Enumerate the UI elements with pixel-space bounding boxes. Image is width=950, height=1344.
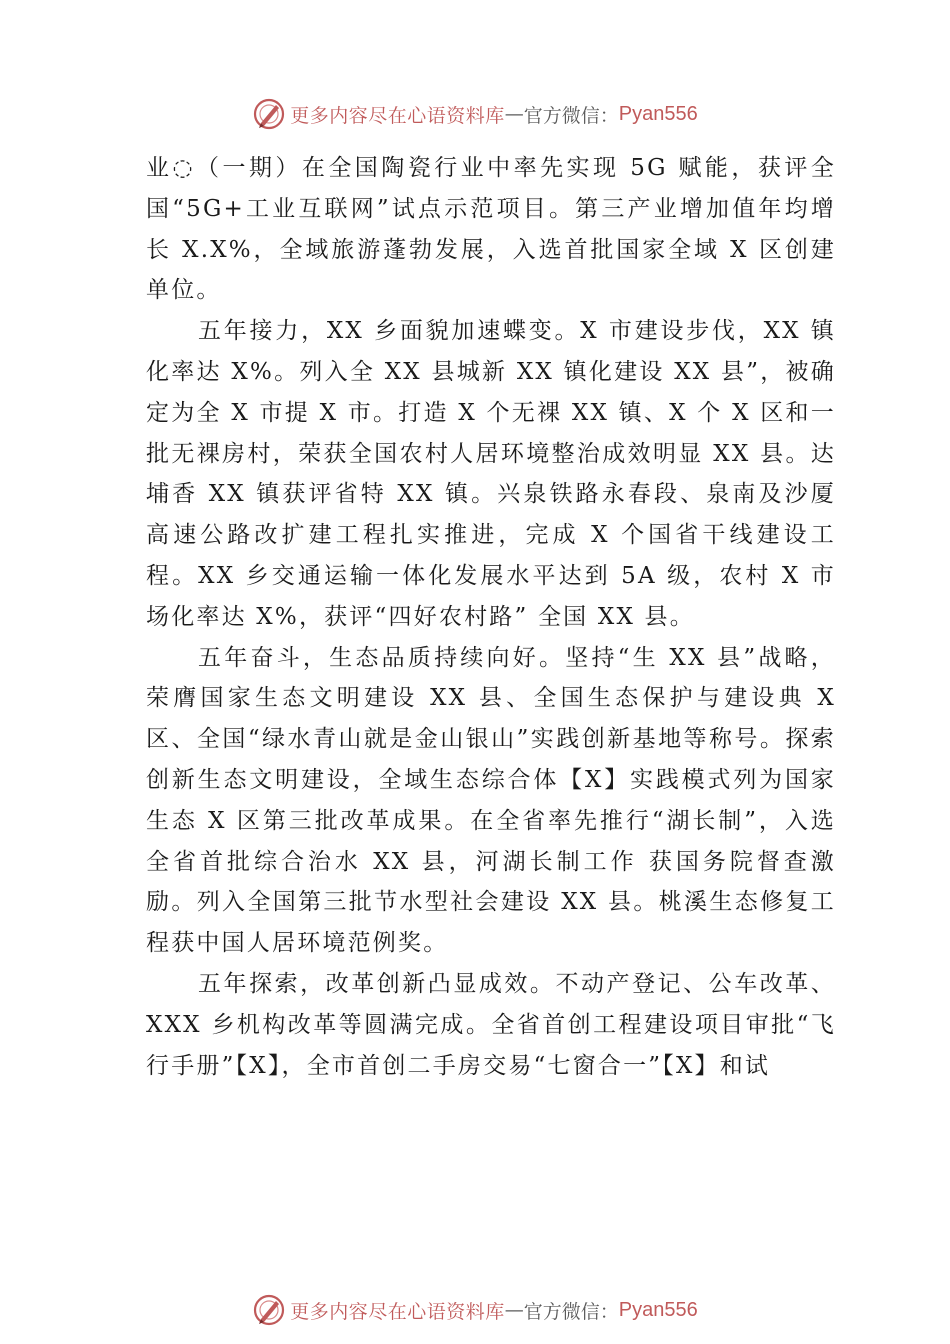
pen-logo-icon xyxy=(252,1293,286,1327)
paragraph-1: 业◌（一期）在全国陶瓷行业中率先实现 5G 赋能，获评全国“5G+工业互联网”试点示范项目。第三产业增加值年均增长 X.X%，全域旅游蓬勃发展，入选首批国家全域 X 区创建单位。 xyxy=(146,155,836,304)
footer-wechat-label: 官方微信： xyxy=(523,1300,619,1323)
footer-wechat-handle: Pyan556 xyxy=(618,1298,698,1321)
header-wechat-handle: Pyan556 xyxy=(618,102,698,125)
footer-brand-text: 更多内容尽在心语资料库 xyxy=(290,1300,505,1323)
header-brand-text: 更多内容尽在心语资料库 xyxy=(290,104,505,127)
header-dash: — xyxy=(504,103,524,125)
header-banner xyxy=(0,94,950,134)
footer-dash: — xyxy=(504,1299,524,1321)
paragraph-2: 五年接力，XX 乡面貌加速蝶变。X 市建设步伐，XX 镇化率达 X%。列入全 XX 县城新 XX 镇化建设 XX 县”，被确定为全 X 市提 X 市。打造 X 个无裸 XX 镇、X 个 X 区和一批无裸房村，荣获全国农村人居环境整治成效明显 XX 县。达埔香 XX 镇获评省特 XX 镇。兴泉铁路永春段、泉南及沙厦高速公路改扩建工程扎实推进，完成 X 个国省干线建设工程。XX 乡交通运输一体化发展水平达到 5A 级，农村 X 市场化率达 X%，获评“四好农村路” 全国 XX 县。 xyxy=(146,318,836,630)
pen-logo-icon xyxy=(252,97,286,131)
footer-banner xyxy=(0,1290,950,1330)
header-wechat-label: 官方微信： xyxy=(523,104,619,127)
paragraph-3: 五年奋斗，生态品质持续向好。坚持“生 XX 县”战略，荣膺国家生态文明建设 XX 县、全国生态保护与建设典 X 区、全国“绿水青山就是金山银山”实践创新基地等称号。探索创新生态文明建设，全域生态综合体【X】实践模式列为国家生态 X 区第三批改革成果。在全省率先推行“湖长制”，入选全省首批综合治水 XX 县，河湖长制工作 获国务院督查激励。列入全国第三批节水型社会建设 XX 县。桃溪生态修复工程获中国人居环境范例奖。 xyxy=(146,644,836,957)
paragraph-4: 五年探索，改革创新凸显成效。不动产登记、公车改革、XXX 乡机构改革等圆满完成。全省首创工程建设项目审批“飞行手册”【X】，全市首创二手房交易“七窗合一”【X】和试 xyxy=(146,970,836,1079)
document-body xyxy=(146,148,836,1086)
